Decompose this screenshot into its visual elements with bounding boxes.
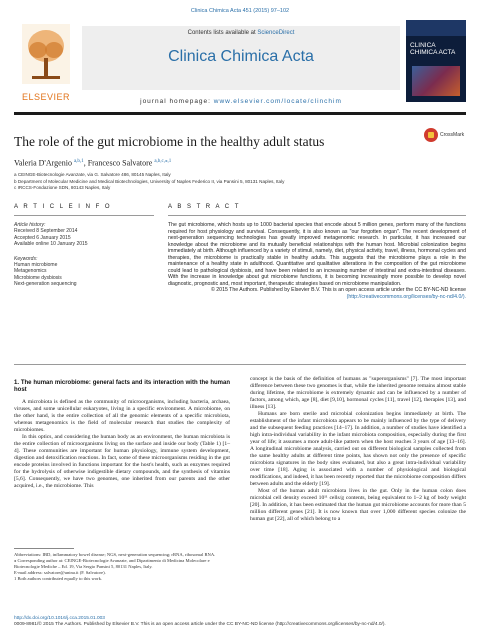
footnote: E-mail address: salvatore@unina.it (F. Salvatore). (14, 570, 106, 575)
body-paragraph: Humans are born sterile and microbial colonization begins immediately at birth. The establishment of the infant microbiota appears to be mainly influenced by the type of delivery and the subsequent feeding practices [14–17]. In addition, a number of studies have identified a high intra-individual variability in the infant microbiota composition, especially during the first year of life; it assumes a more adult-like pattern when the host reaches 3 years of age [13–16]. A longitudinal microbiome analysis, carried out on different biological samples collected from the same healthy adults at different time points, has shown not only the presence of specific microbiota signatures in the body sites evaluated, but also a great intra-individual variability over time [18]. Aging is associated with a number of physiological and biological modifications, and indeed, it has been recently reported that the microbiome composition differs between adults and the elderly [19]. (250, 411, 466, 487)
journal-title: Clinica Chimica Acta (168, 48, 314, 65)
author-name[interactable]: Valeria D'Argenio (14, 158, 72, 168)
author-name[interactable]: Francesco Salvatore (87, 158, 153, 168)
body-column-left (14, 380, 230, 490)
affiliation: b Department of Molecular Medicine and Medical Biotechnologies, University of Naples Federico II, via Pansini 5, 80131 Naples, Italy (14, 178, 285, 184)
body-paragraph: concept is the basis of the definition of humans as "superorganisms" [7]. The most important difference between these two genomes is that, while the inherited genome remains almost stable during lifetime, the microbiome is extremely dynamic and can be influenced by a number of factors, among which, age [8], diet [9,10], hormonal cycles [11], travel [12], therapies [13], and illness [13]. (250, 376, 466, 410)
body-paragraph: In this optics, and considering the human body as an environment, the human microbiota is the entire collection of microorganisms living on the surface and inside our body (Table 1) [1–4]. These communities are important for human physiology, immune system development, digestion and detoxification reactions. In fact, some of these microorganisms residing in the gut encode proteins involved in functions important for the host's health, such as enzymes required for the hydrolysis of otherwise indigestible dietary compounds, and the synthesis of vitamins [5,6]. Consequently, we have two genomes, one inherited from our parents and the other acquired, i.e., the microbiome. This (14, 433, 230, 489)
history-item: Received 8 September 2014 (14, 228, 78, 235)
elsevier-logo[interactable] (14, 20, 78, 102)
history-item: Available online 10 January 2015 (14, 241, 88, 248)
affiliation: c IRCCS-Fondazione SDN, 80143 Naples, Italy (14, 185, 111, 190)
article-title: The role of the gut microbiome in the healthy adult status (14, 134, 325, 149)
sciencedirect-link[interactable]: ScienceDirect (257, 30, 295, 36)
affiliations (14, 172, 466, 192)
body-paragraph: Most of the human adult microbiota lives in the gut. Only in the human colon does microbial cell density exceed 10¹¹ cells/g contents, being equivalent to 1–2 kg of body weight [20]. In addition, it has been estimated that the human gut microbiome accounts for more than 5 million different genes [21]. It is now known that over 1,000 different species colonize the human gut [22], all of which belong to a (250, 488, 466, 522)
footnote: Abbreviations: IBD, inflammatory bowel disease; NGS, next-generation sequencing; rRNA, ribosomal RNA. (14, 552, 216, 557)
crossmark-label: CrossMark (440, 132, 465, 138)
copyright-line: © 2015 The Authors. Published by Elsevier B.V. This is an open access article under the CC BY-NC-ND license (211, 287, 466, 293)
doi-link[interactable]: http://dx.doi.org/10.1016/j.cca.2015.01.003 (14, 616, 105, 621)
article-info (14, 222, 154, 288)
journal-cover[interactable] (406, 20, 466, 102)
abstract-heading: A B S T R A C T (168, 204, 241, 210)
publisher-name: ELSEVIER (21, 92, 71, 102)
author-affiliation-marks[interactable]: a,b,1 (73, 159, 84, 164)
article-info-rule (14, 215, 154, 216)
author-separator: , (83, 158, 88, 168)
keyword: Next-generation sequencing (14, 281, 77, 288)
history-item: Accepted 6 January 2015 (14, 234, 71, 241)
journal-banner (82, 26, 400, 90)
cover-title: CLINICA CHIMICA ACTA (410, 42, 456, 56)
journal-reference[interactable]: Clinica Chimica Acta 451 (2015) 97–102 (190, 8, 290, 14)
keyword: Human microbiome (14, 262, 58, 269)
cover-image (412, 66, 460, 96)
footnote-rule (14, 548, 74, 549)
homepage-line (82, 98, 400, 105)
homepage-link[interactable]: www.elsevier.com/locate/clinchim (213, 98, 342, 105)
page-footer (14, 616, 466, 628)
keyword: Metagenomics (14, 268, 47, 275)
abstract-rule (168, 215, 466, 216)
body-paragraph: A microbiota is defined as the community of microorganisms, including bacteria, archaea, viruses, and some unicellular eukaryotes, living in a specific environment. A microbiome, on the other hand, is the entire collection of all the genomic elements of a specific microbiota, whereas metagenomics is the field of molecular research that studies the complexity of microbiomes. (14, 398, 230, 433)
license-line: 0009-8981/© 2015 The Authors. Published by Elsevier B.V. This is an open access article under the CC BY-NC-ND license (http://creativecommons.org/licenses/by-nc-nd/4.0/). (14, 622, 386, 628)
article-info-heading: A R T I C L E I N F O (14, 204, 112, 210)
spacer (14, 248, 154, 256)
author-affiliation-marks[interactable]: a,b,c,⁎,1 (154, 159, 172, 164)
keyword: Microbiome dysbiosis (14, 274, 62, 281)
keywords-label: Keywords: (14, 255, 38, 262)
author-list (14, 158, 171, 168)
homepage-prefix: journal homepage: (140, 98, 214, 105)
abstract-text: The gut microbiome, which hosts up to 1000 bacterial species that encode about 5 million genes, perform many of the functions required for host physiology and survival. Consequently, it is also known as "our forgotten organ". The recent development of next-generation sequencing technologies has greatly improved metagenomic research. In particular, it has increased our knowledge about the microbiome and its mutually beneficial relationships with the human host. Microbial colonization begins immediately at birth. Although influenced by a variety of stimuli, namely, diet, physical activity, travel, illness, hormonal cycles and therapies, the microbiome is practically stable in healthy adults. This suggests that the microbiome plays a role in the maintenance of a healthy state in adulthood. Quantitative and qualitative alterations in the composition of the gut microbiome could lead to pathological dysbiosis, and have been related to an increasing number of intestinal and extra-intestinal diseases. With the increase in knowledge about gut microbiome functions, it is becoming increasingly more possible to develop novel diagnostic, prognostic and, most important, therapeutic strategies based on microbiome manipulation. (168, 222, 466, 287)
footnote: 1 Both authors contributed equally to this work. (14, 576, 103, 581)
abstract-bottom-rule (14, 364, 466, 365)
masthead (14, 20, 466, 108)
crossmark-badge[interactable] (424, 128, 464, 156)
license-link[interactable]: (http://creativecommons.org/licenses/by-nc-nd/4.0/). (346, 293, 466, 300)
tree-icon (22, 24, 70, 84)
contents-line (82, 30, 400, 36)
abstract (168, 222, 466, 300)
crossmark-icon (424, 128, 438, 142)
contents-prefix: Contents lists available at (187, 30, 258, 36)
footnote: ⁎ Corresponding author at: CEINGE-Biotecnologie Avanzate, and Dipartimento di Medicina Molecolare e Biotecnologie Mediche – Ed. 19, Via Sergio Pansini 5, 80131 Naples, Italy. (14, 558, 210, 569)
history-label: Article history: (14, 222, 46, 228)
section-heading: 1. The human microbiome: general facts and its interaction with the human host (14, 380, 230, 394)
body-column-right (250, 376, 466, 523)
masthead-rule (14, 112, 466, 115)
affiliation: a CEINGE-Biotecnologie Avanzate, via G. Salvatore 486, 80145 Naples, Italy (14, 172, 171, 177)
cover-strip (406, 20, 466, 36)
footnotes (14, 548, 230, 582)
